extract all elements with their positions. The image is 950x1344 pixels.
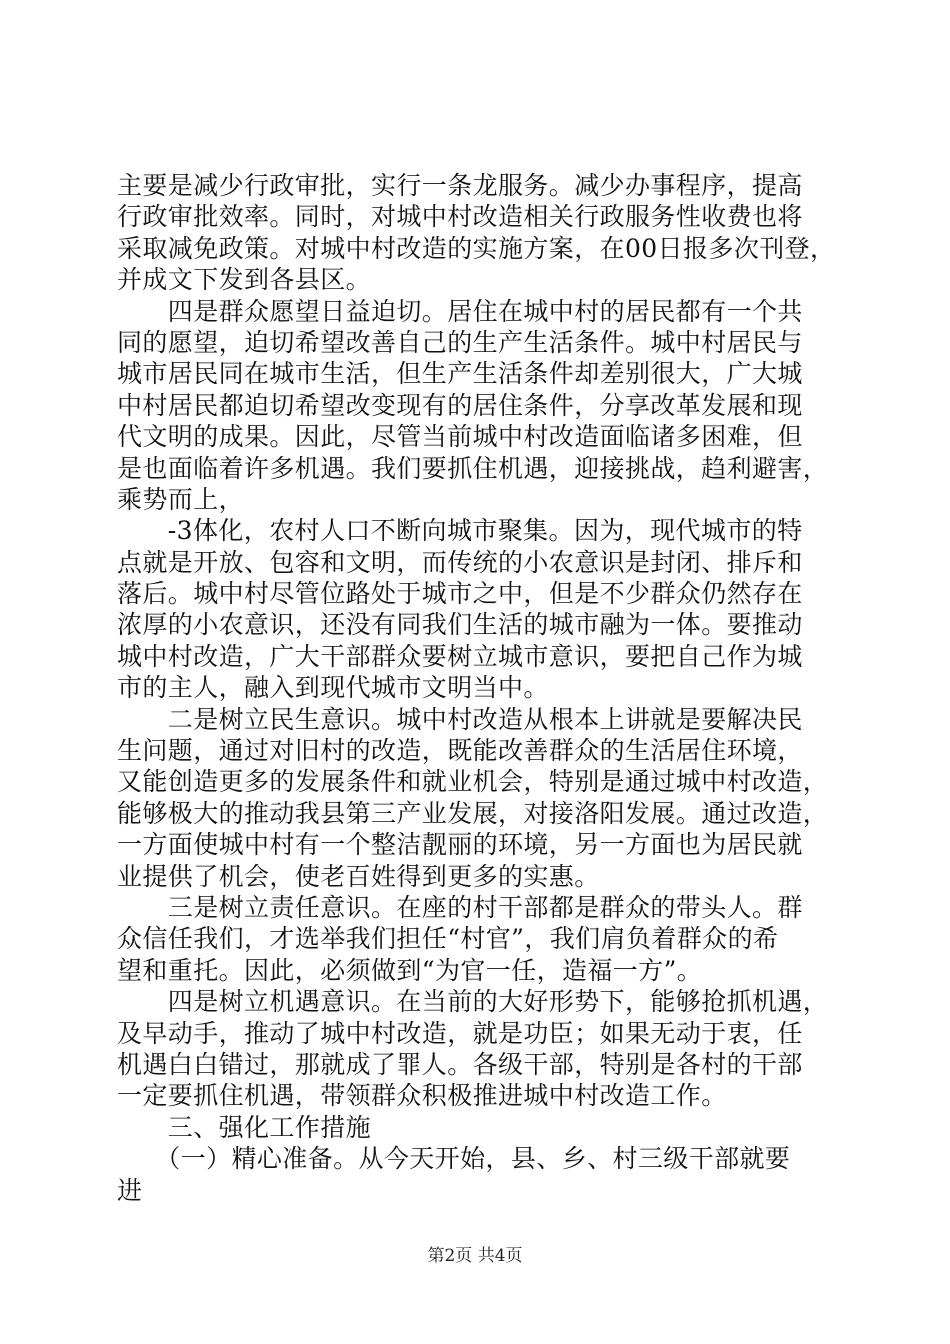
text-line: 市的主人，融入到现代城市文明当中。 [117,673,549,703]
text-line: 及早动手，推动了城中村改造，就是功臣；如果无动于衷，任 [117,1018,803,1048]
text-line: 四是群众愿望日益迫切。居住在城中村的居民都有一个共 [117,296,803,326]
text-line: 浓厚的小农意识，还没有同我们生活的城市融为一体。要推动 [117,610,803,640]
text-line: 城市居民同在城市生活，但生产生活条件却差别很大，广大城 [117,359,803,389]
document-body [117,170,837,1206]
text-line: 二是树立民生意识。城中村改造从根本上讲就是要解决民 [117,704,803,734]
text-line: 三是树立责任意识。在座的村干部都是群众的带头人。群 [117,892,803,922]
text-line: 中村居民都迫切希望改变现有的居住条件，分享改革发展和现 [117,390,803,420]
text-line: 一方面使城中村有一个整洁靓丽的环境，另一方面也为居民就 [117,830,803,860]
text-line: 代文明的成果。因此，尽管当前城中村改造面临诸多困难，但 [117,422,803,452]
text-line: 进 [117,1175,143,1205]
text-line: 乘势而上， [117,484,245,514]
text-line: 点就是开放、包容和文明，而传统的小农意识是封闭、排斥和 [117,547,803,577]
text-line: 望和重托。因此，必须做到“为官一任，造福一方”。 [117,955,703,985]
text-line: 又能创造更多的发展条件和就业机会，特别是通过城中村改造， [117,767,829,797]
text-line: 能够极大的推动我县第三产业发展，对接洛阳发展。通过改造， [117,798,829,828]
page-footer: 第2页 共4页 [427,1246,523,1266]
text-line: 城中村改造，广大干部群众要树立城市意识，要把自己作为城 [117,641,803,671]
text-line: 落后。城中村尽管位路处于城市之中，但是不少群众仍然存在 [117,579,803,609]
text-line: 主要是减少行政审批，实行一条龙服务。减少办事程序，提高 [117,171,803,200]
text-line: 众信任我们，才选举我们担任“村官”，我们肩负着群众的希 [117,924,779,954]
text-line: 行政审批效率。同时，对城中村改造相关行政服务性收费也将 [117,202,803,232]
text-line: 一定要抓住机遇，带领群众积极推进城中村改造工作。 [117,1081,727,1111]
text-line: 三、强化工作措施 [117,1112,372,1142]
text-line: 采取减免政策。对城中村改造的实施方案，在00日报多次刊登， [117,233,836,263]
text-line: 并成文下发到各县区。 [117,265,372,295]
text-line: 业提供了机会，使老百姓得到更多的实惠。 [117,861,600,891]
text-line: 同的愿望，迫切希望改善自己的生产生活条件。城中村居民与 [117,327,803,357]
text-line: （一）精心准备。从今天开始，县、乡、村三级干部就要 [117,1144,791,1174]
text-line: 机遇白白错过，那就成了罪人。各级干部，特别是各村的干部 [117,1049,803,1079]
text-line: 生问题，通过对旧村的改造，既能改善群众的生活居住环境， [117,736,803,766]
text-line: 四是树立机遇意识。在当前的大好形势下，能够抢抓机遇， [117,987,829,1017]
text-line: -3体化，农村人口不断向城市聚集。因为，现代城市的特 [117,516,803,546]
text-line: 是也面临着许多机遇。我们要抓住机遇，迎接挑战，趋利避害， [117,453,829,483]
